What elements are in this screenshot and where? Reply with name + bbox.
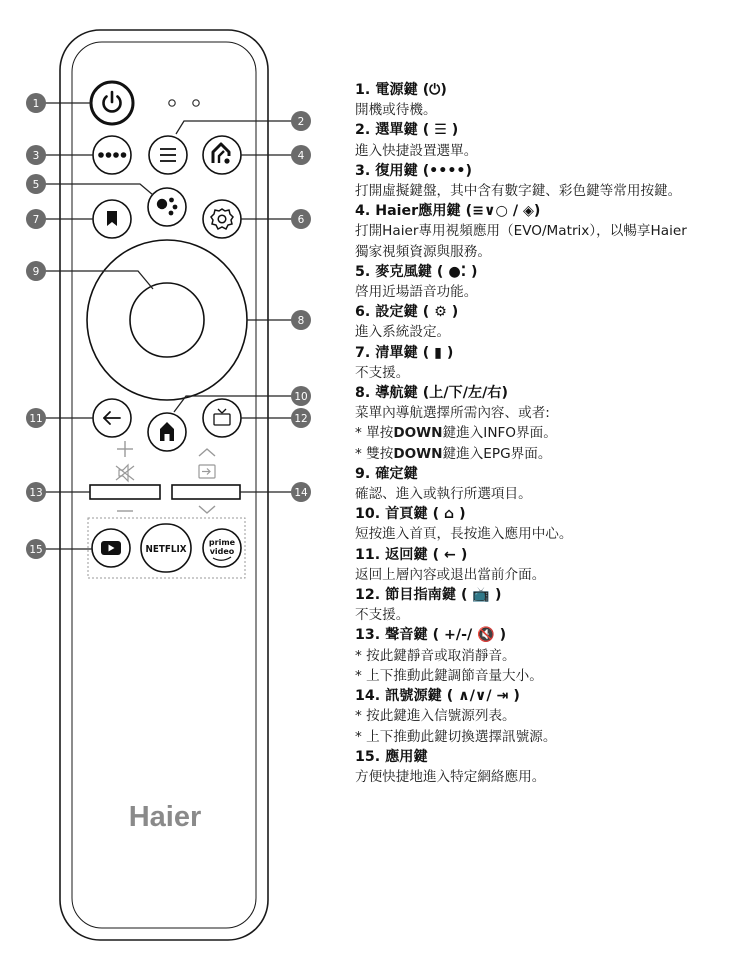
legend-entry <box>355 625 745 686</box>
callout-badge <box>26 174 46 194</box>
legend-title: 15. 應用鍵 <box>355 748 428 765</box>
legend-description: * 按此鍵靜音或取消靜音。 <box>355 647 516 664</box>
home-button[interactable] <box>148 413 186 451</box>
callout-number: 1 <box>32 98 40 110</box>
back-button[interactable] <box>93 399 131 437</box>
callout-number: 15 <box>29 544 43 556</box>
legend-entry <box>355 585 745 625</box>
callout-number: 2 <box>297 116 305 128</box>
legend-title: 13. 聲音鍵 ( +/-/ 🔇 ) <box>355 627 507 644</box>
legend-title: 5. 麥克風鍵 ( ●⁚ ) <box>355 263 478 280</box>
callout-number: 9 <box>32 266 40 278</box>
netflix-logo: NETFLIX <box>145 544 187 555</box>
volume-up-icon <box>117 441 133 457</box>
callout-badge <box>26 261 46 281</box>
legend-entry <box>355 161 745 201</box>
indicator-led-left <box>169 100 175 106</box>
video-logo-text: video <box>209 547 235 556</box>
callout-badge <box>291 408 311 428</box>
callout-number: 12 <box>294 413 308 425</box>
callout-number: 7 <box>32 214 40 226</box>
power-button[interactable] <box>91 82 133 124</box>
legend-title: 8. 導航鍵 (上/下/左/右) <box>355 385 508 402</box>
legend-description: 進入快捷設置選單。 <box>355 142 478 159</box>
legend-description: 開機或待機。 <box>355 102 437 119</box>
callout-badge <box>26 145 46 165</box>
callout-number: 4 <box>297 150 305 162</box>
callout-badge <box>26 93 46 113</box>
callout-badge <box>291 310 311 330</box>
youtube-button[interactable] <box>92 529 130 567</box>
callout-badge <box>291 482 311 502</box>
legend-entry <box>355 383 745 464</box>
list-button[interactable] <box>93 200 131 238</box>
legend-description: 打開Haier專用視頻應用（EVO/Matrix），以暢享Haier <box>355 223 687 240</box>
remote-diagram <box>0 0 330 954</box>
prime-logo-text: prime <box>208 538 236 547</box>
callout-badge <box>26 482 46 502</box>
legend-entry <box>355 464 745 504</box>
callout-badge <box>291 209 311 229</box>
legend-description: 不支援。 <box>355 364 410 381</box>
legend-title: 7. 清單鍵 ( ▮ ) <box>355 344 454 361</box>
callout-number: 8 <box>297 315 305 327</box>
legend-description: * 單按DOWN鍵進入INFO界面。 <box>355 425 557 442</box>
haier-app-button[interactable] <box>203 136 241 174</box>
legend-title: 4. Haier應用鍵 (≡∨○ / ◈) <box>355 203 541 220</box>
legend-entry <box>355 545 745 585</box>
callout-number: 3 <box>32 150 40 162</box>
legend-description: 確認、進入或執行所選項目。 <box>355 486 532 503</box>
legend-description: * 上下推動此鍵調節音量大小。 <box>355 667 543 684</box>
legend-description: 菜單內導航選擇所需內容、或者: <box>355 405 550 422</box>
legend-description: * 上下推動此鍵切換選擇訊號源。 <box>355 728 557 745</box>
indicator-led-right <box>193 100 199 106</box>
callout-badge <box>26 209 46 229</box>
legend-entry <box>355 262 745 302</box>
legend-title: 11. 返回鍵 ( ← ) <box>355 546 468 563</box>
legend-entry <box>355 747 745 787</box>
legend-entry <box>355 201 745 262</box>
legend-title: 6. 設定鍵 ( ⚙ ) <box>355 304 459 321</box>
callout-number: 5 <box>32 179 40 191</box>
button-legend <box>355 80 745 787</box>
legend-entry <box>355 504 745 544</box>
settings-button[interactable] <box>203 200 241 238</box>
prime-video-button[interactable] <box>203 529 241 567</box>
callout-number: 6 <box>297 214 305 226</box>
legend-description: 方便快捷地進入特定網絡應用。 <box>355 768 546 785</box>
mute-icon <box>116 465 134 481</box>
callout-badge <box>26 408 46 428</box>
callout-badge <box>291 145 311 165</box>
callout-number: 13 <box>29 487 43 499</box>
ok-button[interactable] <box>130 283 204 357</box>
legend-description: 打開虛擬鍵盤，其中含有數字鍵、彩色鍵等常用按鍵。 <box>355 183 682 200</box>
legend-title: 12. 節目指南鍵 ( 📺 ) <box>355 587 502 604</box>
guide-button[interactable] <box>203 399 241 437</box>
legend-entry <box>355 302 745 342</box>
source-rocker[interactable] <box>172 485 240 499</box>
legend-title: 14. 訊號源鍵 ( ∧/∨/ ⇥ ) <box>355 688 520 705</box>
legend-title: 2. 選單鍵 ( ☰ ) <box>355 122 459 139</box>
legend-description: 進入系統設定。 <box>355 324 451 341</box>
legend-description: * 雙按DOWN鍵進入EPG界面。 <box>355 445 552 462</box>
source-down-icon <box>199 506 215 513</box>
legend-title: 3. 復用鍵 (••••) <box>355 162 472 179</box>
microphone-button[interactable] <box>148 188 186 226</box>
multi-function-button[interactable] <box>93 136 131 174</box>
legend-title: 10. 首頁鍵 ( ⌂ ) <box>355 506 466 523</box>
legend-description: 返回上層內容或退出當前介面。 <box>355 566 546 583</box>
brand-logo: Haier <box>128 801 202 833</box>
callout-number: 11 <box>29 413 43 425</box>
menu-button[interactable] <box>149 136 187 174</box>
legend-entry <box>355 80 745 120</box>
input-source-icon <box>199 465 215 478</box>
legend-title: 9. 確定鍵 <box>355 465 418 482</box>
source-up-icon <box>199 449 215 456</box>
legend-description: 獨家視頻資源與服務。 <box>355 243 491 260</box>
callout-badge <box>291 111 311 131</box>
callout-number: 10 <box>294 391 308 403</box>
callout-badge <box>26 539 46 559</box>
netflix-button[interactable] <box>141 524 191 572</box>
volume-rocker[interactable] <box>90 485 160 499</box>
legend-entry <box>355 686 745 747</box>
legend-description: 短按進入首頁，長按進入應用中心。 <box>355 526 573 543</box>
legend-title: 1. 電源鍵 (⏻) <box>355 82 447 98</box>
legend-description: 啓用近場語音功能。 <box>355 284 478 301</box>
callout-badge <box>291 386 311 406</box>
legend-entry <box>355 343 745 383</box>
legend-entry <box>355 120 745 160</box>
legend-description: * 按此鍵進入信號源列表。 <box>355 708 516 725</box>
legend-description: 不支援。 <box>355 607 410 624</box>
callout-number: 14 <box>294 487 308 499</box>
